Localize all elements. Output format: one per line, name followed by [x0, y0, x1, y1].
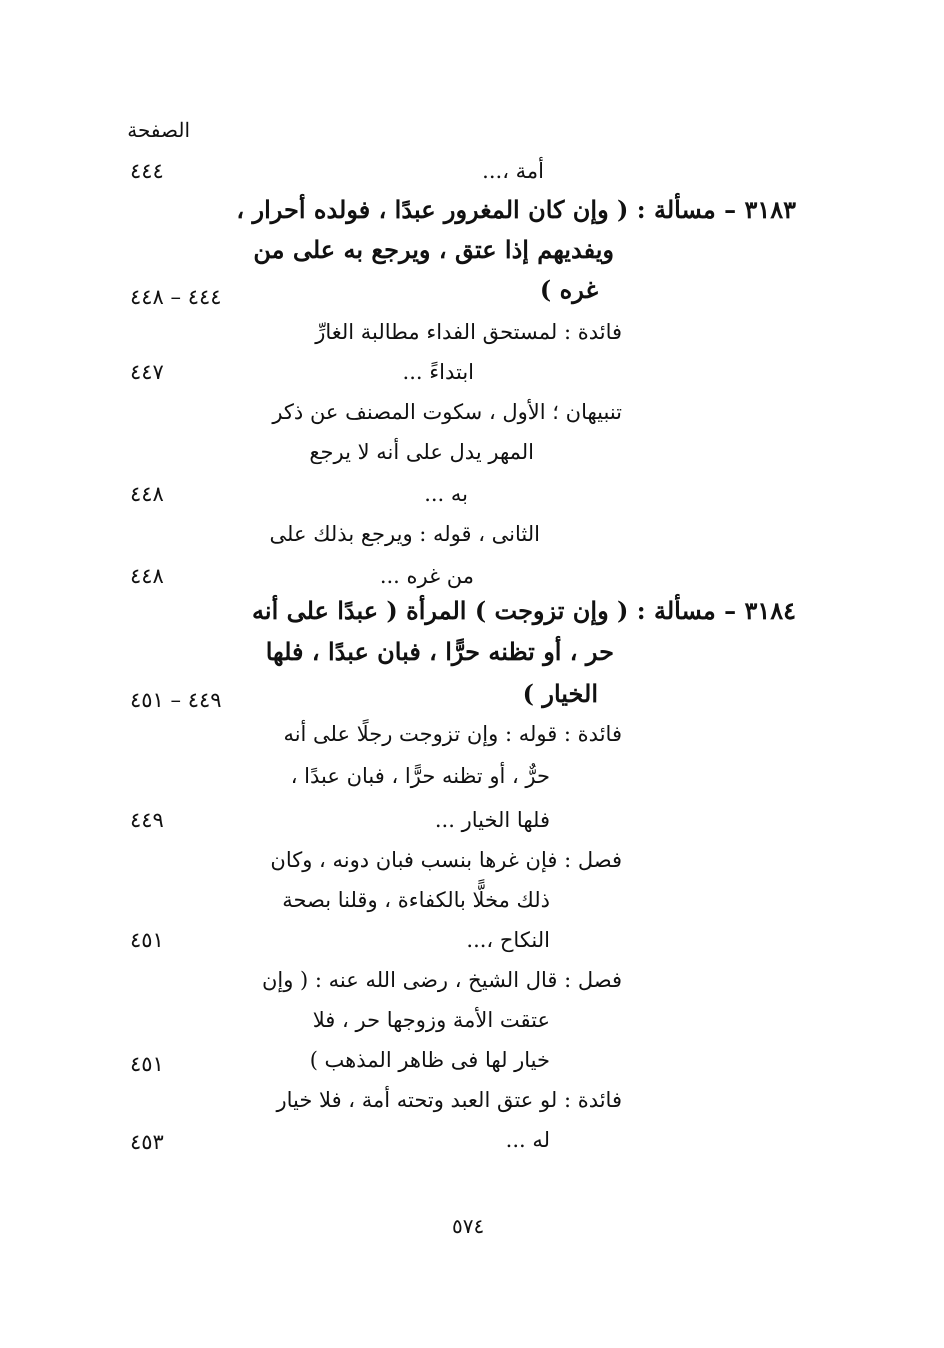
entry-text: تنبيهان ؛ الأول ، سكوت المصنف عن ذكر [272, 400, 622, 424]
page-number: ٥٧٤ [452, 1214, 485, 1238]
entry-page-ref: ٤٤٤ [130, 159, 164, 183]
entry-text: أمة ،... [482, 159, 544, 183]
entry-page-ref: ٤٥١ [130, 928, 164, 952]
entry-text: فلها الخيار ... [434, 808, 550, 832]
entry-text: فصل : فإن غرها بنسب فبان دونه ، وكان [270, 848, 622, 872]
entry-text: المهر يدل على أنه لا يرجع [309, 440, 534, 464]
entry-text: له ... [505, 1128, 550, 1152]
entry-text: ذلك مخلًّا بالكفاءة ، وقلنا بصحة [282, 888, 550, 912]
entry-text: حرٌّ ، أو تظنه حرًّا ، فبان عبدًا ، [290, 764, 550, 788]
entry-text: فائدة : لمستحق الفداء مطالبة الغارِّ [315, 320, 622, 344]
entry-text: الثانى ، قوله : ويرجع بذلك على [269, 522, 540, 546]
entry-page-ref: ٤٥١ [130, 1052, 164, 1076]
entry-text: عتقت الأمة وزوجها حر ، فلا [312, 1008, 550, 1032]
entry-text: خيار لها فى ظاهر المذهب ) [309, 1048, 550, 1072]
entry-text: فائدة : قوله : وإن تزوجت رجلًا على أنه [283, 722, 622, 746]
entry-page-ref: ٤٤٩ [130, 808, 164, 832]
page-column-header: الصفحة [127, 118, 190, 142]
entry-page-ref: ٤٤٧ [130, 360, 164, 384]
entry-heading-cont: غره ) [539, 275, 598, 304]
entry-heading-cont: حر ، أو تظنه حرًّا ، فبان عبدًا ، فلها [265, 637, 614, 666]
entry-text: النكاح ،... [466, 928, 550, 952]
entry-page-ref: ٤٤٤ – ٤٤٨ [130, 285, 222, 309]
entry-page-ref: ٤٤٨ [130, 564, 164, 588]
entry-page-ref: ٤٤٨ [130, 482, 164, 506]
entry-text: به ... [424, 482, 468, 506]
entry-heading: ٣١٨٣ – مسألة : ( وإن كان المغرور عبدًا ، فولده أحرار ، [236, 195, 796, 224]
entry-text: من غره ... [379, 564, 474, 588]
entry-page-ref: ٤٤٩ – ٤٥١ [130, 688, 222, 712]
entry-text: فائدة : لو عتق العبد وتحته أمة ، فلا خيار [276, 1088, 622, 1112]
entry-text: ابتداءً ... [402, 360, 474, 384]
entry-text: فصل : قال الشيخ ، رضى الله عنه : ( وإن [261, 968, 622, 992]
entry-heading-cont: الخيار ) [522, 679, 598, 708]
entry-page-ref: ٤٥٣ [130, 1130, 164, 1154]
entry-heading: ٣١٨٤ – مسألة : ( وإن تزوجت ) المرأة ( عبدًا على أنه [252, 596, 796, 625]
entry-heading-cont: ويفديهم إذا عتق ، ويرجع به على من [253, 235, 614, 264]
